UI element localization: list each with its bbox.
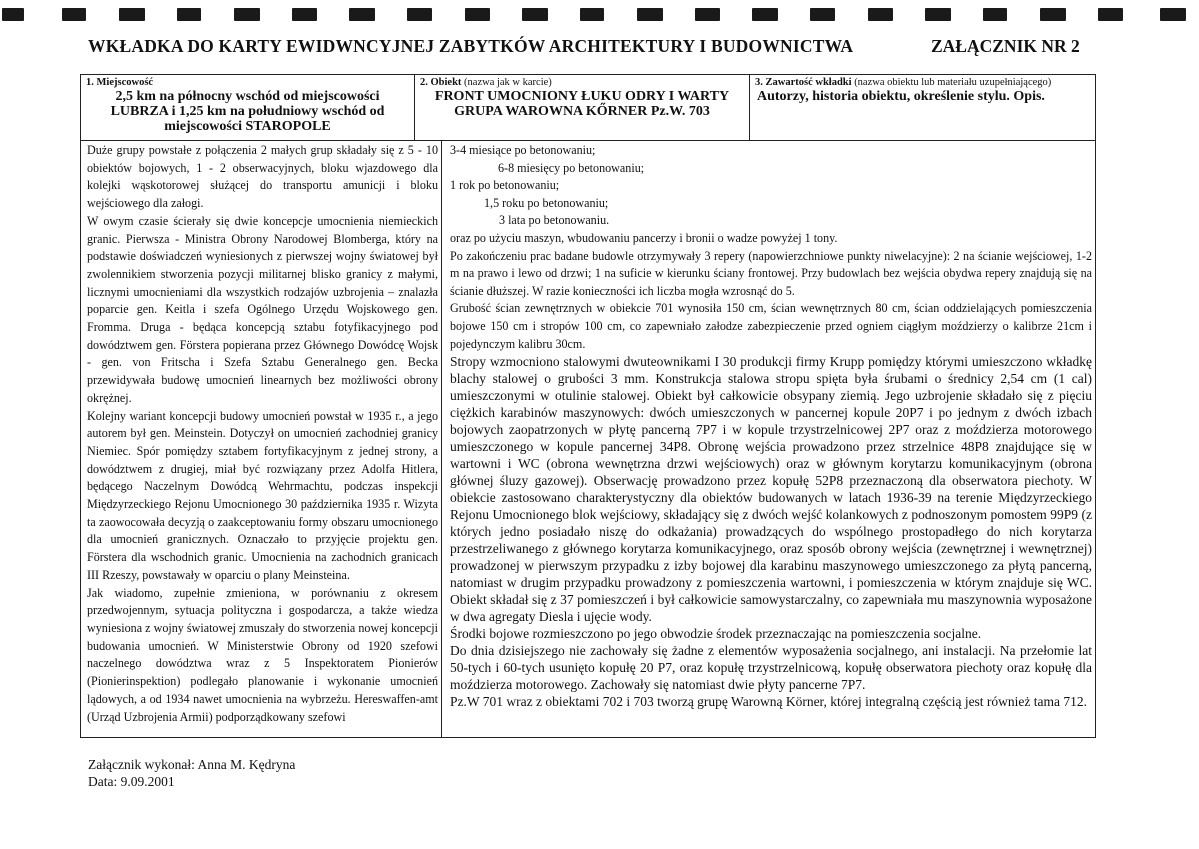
paragraph: Pz.W 701 wraz z obiektami 702 i 703 tworzą grupę Warowną Körner, której integralną częścią jest również tama 712. (450, 694, 1088, 710)
paragraph: Duże grupy powstałe z połączenia 2 małych grup składały się z 5 - 10 obiektów bojowych, 1 - 2 obserwacyjnych, bloku wjazdowego dla kolejki wąskotorowej służącej do transportu amunicji i bloku wejściowego dla załogi. (87, 143, 438, 211)
field-contents-value: Autorzy, historia obiektu, określenie stylu. Opis. (757, 89, 1045, 104)
paragraph: Do dnia dzisiejszego nie zachowały się żadne z elementów wyposażenia socjalnego, ani instalacji. Na przełomie lat 50-tych i 60-tych usunięto kopułę 20 P7, oraz kopułę trzystrzelnicową, kopułę obserwatora piechoty oraz kopułę dla moździerza motorowego. Zachowały się natomiast dwie płyty pancerne 7P7. (450, 643, 1092, 693)
registration-mark (983, 8, 1007, 21)
time-item: 1 rok po betonowaniu; (450, 178, 560, 193)
attachment-number: ZAŁĄCZNIK NR 2 (931, 36, 1080, 56)
paragraph: Grubość ścian zewnętrznych w obiekcie 701 wynosiła 150 cm, ścian wewnętrznych 80 cm, ścian oddzielających pomieszczenia bojowe 150 cm i stropów 100 cm, co zapewniało załodze zabezpieczenie przed ogniem ciągłym moździerzy o kalibrze 21cm i pojedynczym kalibru 30cm. (450, 301, 1092, 351)
registration-mark (407, 8, 432, 21)
registration-mark (522, 8, 548, 21)
paragraph: W owym czasie ścierały się dwie koncepcje umocnienia niemieckich granic. Pierwsza - Ministra Obrony Narodowej Blomberga, który na podstawie doświadczeń wyniesionych z pierwszej wojny światowej był zwolennikiem stworzenia pozycji militarnej blisko granicy z małymi, licznymi umocnieniami dla wszystkich rodzajów uzbrojenia – znalazła poparcie gen. Keitla i szefa Ogólnego Urzędu Wojskowego gen. Fromma. Druga - będąca koncepcją sztabu fotyfikacyjnego pod dowództwem gen. Förstera popierana przez Głównego Dowódcę Wojsk - gen. von Fritscha i Szefa Sztabu Generalnego gen. Becka przewidywała budowę umocnień linearnych bez możliwości obrony okrężnej. (87, 213, 438, 405)
right-text-column (442, 141, 1096, 738)
paragraph: Stropy wzmocniono stalowymi dwuteownikami I 30 produkcji firmy Krupp pomiędzy którymi umieszczono wkładkę blachy stalowej o grubości 3 mm. Konstrukcja stalowa stropu spięta była śrubami o średnicy 2,54 cm (1 cal) umieszczonymi w otulinie stalowej. Obiekt był całkowicie obsypany ziemią. Jego uzbrojenie składało się z pięciu ciężkich karabinów maszynowych: dwóch umieszczonych w pancernej kopule 20P7 i po jednym z dwóch izbach bojowych zaopatrzonych w płytę pancerną 7P7 i w kopule trzystrzelnicowej 2P7 oraz z moździerza motorowego umieszczonego w kopule pancernej 34P8. Obronę wejścia prowadzono przez strzelnice 48P8 znajdujące się w wartowni i WC (obrona wewnętrzna drzwi wejściowych) oraz w głównym korytarzu komunikacyjnym (obrona głównej śluzy gazowej). Obserwację prowadzono przez kopułę 52P8 przeznaczoną dla obserwatora piechoty. W obiekcie zastosowano charakterystyczny dla obiektów budowanych w latach 1936-39 na terenie Międzyrzeckiego Rejonu Umocnionego blok wejściowy, składający się z dwóch wejść kolankowych z podnoszonym pomostem 99P9 (z których jedno posiadało niszę do odkażania) prowadzących do wspólnego prostopadłego do nich korytarza przestrzeliwanego z głównego korytarza komunikacyjnego, oraz sposób obrony wejścia (zewnętrznej i wewnętrznej) prowadzonej w pierwszym przypadku z izby bojowej dla karabinu maszynowego umieszczonego za płytą pancerną, natomiast w drugim przypadku prowadzony z pomieszczenia wartowni, i pomieszczenia w którym znajduje się WC. Obiekt składał się z 37 pomieszczeń i był całkowicie samowystarczalny, co zapewniała mu maszynownia wyposażone w dwa agregaty Diesla i ujęcie wody. (450, 354, 1092, 625)
field-location-value: 2,5 km na północny wschód od miejscowości LUBRZA i 1,25 km na południowy wschód od miejscowości STAROPOLE (110, 89, 385, 134)
registration-mark (177, 8, 201, 21)
document-title: WKŁADKA DO KARTY EWIDWNCYJNEJ ZABYTKÓW ARCHITEKTURY I BUDOWNICTWA (88, 36, 854, 56)
registration-mark (234, 8, 260, 21)
registration-mark (925, 8, 951, 21)
field-object (415, 75, 750, 141)
registration-mark (1040, 8, 1066, 21)
paragraph: Jak wiadomo, zupełnie zmieniona, w porównaniu z okresem przedwojennym, sytuacja polityczna i gospodarcza, a także wiedza wyniesiona z wojny światowej zmuszały do stworzenia nowej koncepcji budowania umocnień. W Ministerstwie Obrony od 1920 szefowi naczelnego dowództwa wraz z 5 Inspektoratem Pionierów (Pionierinspektion) podlegało planowanie i wykonanie umocnień lądowych, a od 1934 nawet umocnienia na wybrzeżu. Hereswaffen-amt (Urząd Uzbrojenia Armii) podporządkowany szefowi (87, 585, 438, 724)
author-line: Załącznik wykonał: Anna M. Kędryna (88, 757, 296, 772)
registration-mark (2, 8, 24, 21)
paragraph: oraz po użyciu maszyn, wbudowaniu pancerzy i bronii o wadze powyżej 1 tony. (450, 230, 838, 245)
left-text-column (81, 141, 442, 738)
registration-mark (1160, 8, 1186, 21)
field-contents-label: 3. Zawartość wkładki (nazwa obiektu lub materiału uzupełniającego) (755, 77, 1052, 88)
registration-mark (119, 8, 145, 21)
registration-mark (752, 8, 778, 21)
registration-mark (1098, 8, 1123, 21)
field-location-label: 1. Miejscowość (86, 77, 154, 88)
footer (88, 756, 295, 790)
registration-mark (349, 8, 375, 21)
field-object-value: FRONT UMOCNIONY ŁUKU ODRY I WARTY GRUPA WAROWNA KŐRNER Pz.W. 703 (434, 89, 730, 119)
registration-marks (0, 8, 1199, 22)
field-object-label: 2. Obiekt (nazwa jak w karcie) (420, 77, 552, 88)
paragraph: Środki bojowe rozmieszczono po jego obwodzie środek przeznaczając na pomieszczenia socjalne. (450, 626, 982, 642)
registration-mark (637, 8, 663, 21)
time-item: 3 lata po betonowaniu. (499, 213, 610, 228)
registration-mark (810, 8, 835, 21)
field-contents (750, 75, 1095, 141)
registration-mark (292, 8, 317, 21)
time-item: 1,5 roku po betonowaniu; (484, 195, 609, 210)
registration-mark (580, 8, 604, 21)
paragraph: Kolejny wariant koncepcji budowy umocnień powstał w 1935 r., a jego autorem był gen. Meinstein. Dotyczył on umocnień zachodniej granicy Niemiec. Spór pomiędzy sztabem fortyfikacyjnym z jednej strony, a dowództwem z drugiej, miał być rozwiązany przez Adolfa Hitlera, będącego Naczelnym Dowódcą Wehrmachtu, podczas inspekcji Międzyrzeckiego Rejonu Umocnionego 30 października 1935 r. Wizyta ta zaowocowała decyzją o zaakceptowaniu formy obszaru umocnionego dla umocnień granicznych. Oznaczało to przyjęcie projektu gen. Förstera dla wschodnich granic. Umocnienia na zachodnich granicach III Rzeszy, powstawały w oparciu o plany Meinsteina. (87, 408, 438, 582)
registration-mark (465, 8, 490, 21)
field-location (81, 75, 415, 141)
record-form (80, 74, 1096, 738)
registration-mark (62, 8, 86, 21)
date-line: Data: 9.09.2001 (88, 774, 175, 789)
registration-mark (868, 8, 893, 21)
paragraph: Po zakończeniu prac badane budowle otrzymywały 3 repery (napowierzchniowe punkty niwelacyjne): 2 na ścianie wejściowej, 1-2 m na prawo i lewo od drzwi; 1 na suficie w kierunku ściany frontowej. Przy budowlach bez wejścia obydwa repery znajdują się na ścianie dłuższej. W razie konieczności ich liczba mogła wzrosnąć do 5. (450, 248, 1092, 298)
registration-mark (695, 8, 720, 21)
time-item: 6-8 miesięcy po betonowaniu; (498, 160, 645, 175)
time-item: 3-4 miesiące po betonowaniu; (450, 143, 596, 157)
